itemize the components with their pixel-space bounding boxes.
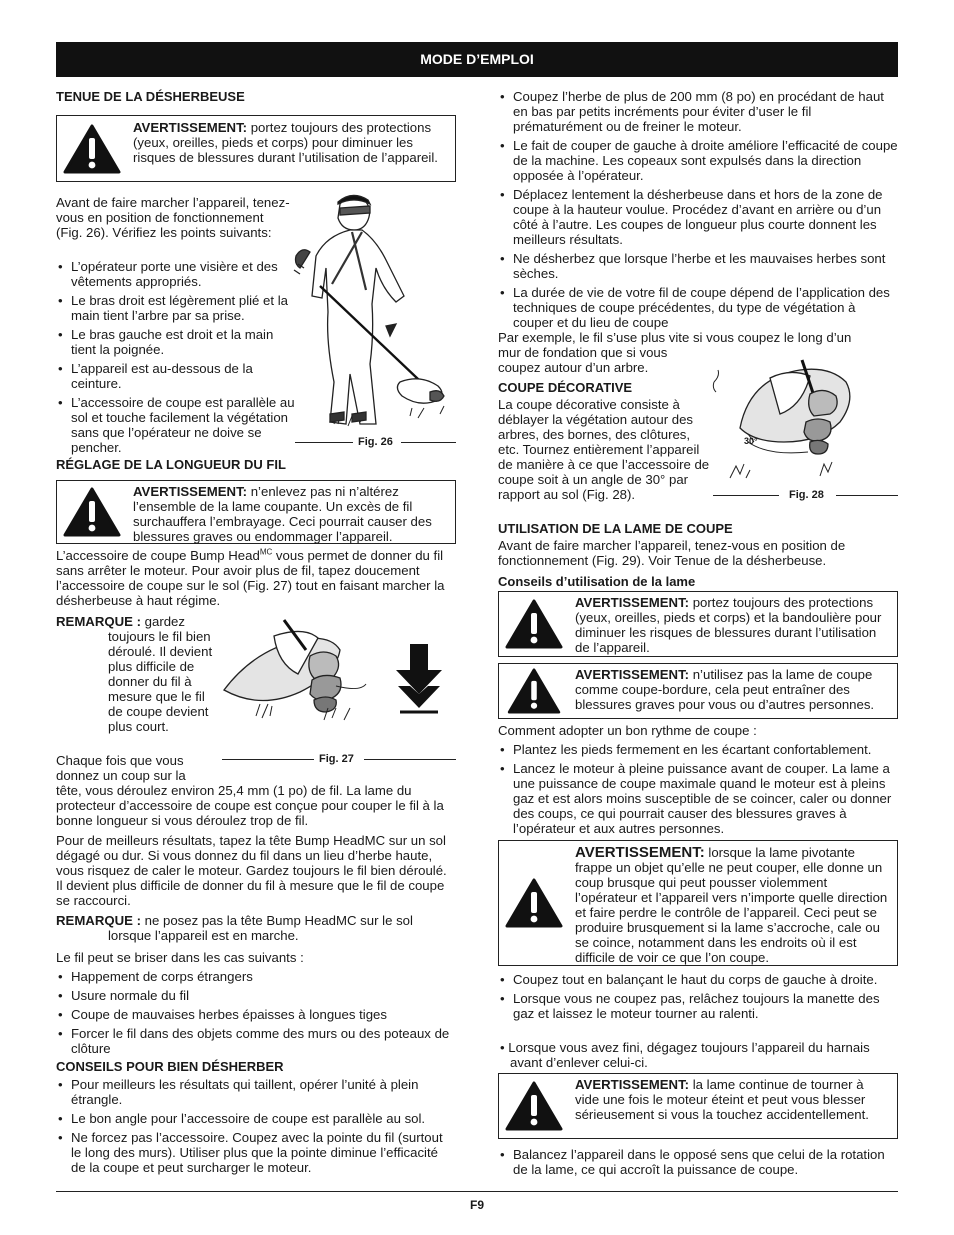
chaque-text-2: tête, vous déroulez environ 25,4 mm (1 po) de fil. La lame du protecteur d’accessoire de coupe est conçue pour couper le fil à la bonne longueur si vous déroulez trop de fil. bbox=[56, 783, 444, 828]
heading-lame: UTILISATION DE LA LAME DE COUPE bbox=[498, 521, 733, 536]
warning-triangle-icon bbox=[499, 1074, 569, 1138]
list-item: • Coupez tout en balançant le haut du corps de gauche à droite. bbox=[498, 972, 898, 987]
remarque-2 bbox=[56, 913, 456, 928]
list-item: • Le bras droit est légèrement plié et la main tient l’arbre par sa prise. bbox=[56, 293, 296, 323]
remarque-text: ne posez pas la tête Bump HeadMC sur le sol bbox=[141, 913, 413, 928]
bump-sup: MC bbox=[259, 547, 273, 557]
warning-text: lorsque la lame pivotante frappe un objet qu’elle ne peut couper, elle donne un coup brusque qui peut pousser violemment l’opérateur et l’appareil vers n’importe quelle direction et faire perdre le contrôle de l’appareil. Ceci peut se produire brusquement si la lame s’accroche, cale ou se coince, notamment dans les endroits où il est difficile de voir ce que l’on coupe. bbox=[575, 845, 888, 965]
heading-deco: COUPE DÉCORATIVE bbox=[498, 380, 633, 395]
header-title: MODE D’EMPLOI bbox=[420, 51, 534, 67]
warning-text: portez toujours des protections (yeux, oreilles, pieds et corps) pour diminuer les risques de blessures durant l’utilisation de l’appareil. bbox=[133, 120, 438, 165]
list-item: • La durée de vie de votre fil de coupe dépend de l’application des techniques de coupe précédentes, du type de végétation à couper et du lieu de coupe bbox=[498, 285, 898, 330]
fig26-caption: Fig. 26 bbox=[358, 436, 393, 448]
checklist bbox=[56, 259, 296, 459]
last-list bbox=[498, 1147, 898, 1181]
list-item: • Usure normale du fil bbox=[56, 988, 456, 1003]
warning-label: AVERTISSEMENT: bbox=[575, 595, 690, 610]
heading-conseils-lame: Conseils d’utilisation de la lame bbox=[498, 574, 696, 589]
list-item: • Le bras gauche est droit et la main tient la poignée. bbox=[56, 327, 296, 357]
deco-text: La coupe décorative consiste à déblayer la végétation autour des arbres, des bornes, des clôtures, etc. Tournez entièrement l’appareil de manière à ce que l’accessoire de coupe soit à un angle de 30° par rapport au sol (Fig. 28). bbox=[498, 397, 710, 502]
remarque-label: REMARQUE : bbox=[56, 913, 141, 928]
remarque-1-head bbox=[56, 614, 185, 629]
intro-text: Avant de faire marcher l’appareil, tenez-vous en position de fonctionnement (Fig. 26). Vérifiez les points suivants: bbox=[56, 195, 290, 240]
warning-box-3 bbox=[498, 591, 898, 657]
page-number: F9 bbox=[469, 1198, 484, 1212]
harnais-text: Lorsque vous avez fini, dégagez toujours l’appareil du harnais avant d’enlever celui-ci. bbox=[508, 1040, 870, 1070]
list-item: • Ne forcez pas l’accessoire. Coupez avec la pointe du fil (surtout le long des murs). Utiliser plus que la pointe diminue l’efficacité de la coupe et peut surcharger le moteur. bbox=[56, 1130, 456, 1175]
list-item: • Balancez l’appareil dans le opposé sens que celui de la rotation de la lame, ce qui accroît la puissance de coupe. bbox=[498, 1147, 898, 1177]
warning-label: AVERTISSEMENT: bbox=[575, 844, 705, 861]
briser-text: Le fil peut se briser dans les cas suivants : bbox=[56, 950, 304, 965]
list-item: • L’opérateur porte une visière et des vêtements appropriés. bbox=[56, 259, 296, 289]
remarque-2-body: lorsque l’appareil est en marche. bbox=[108, 928, 299, 943]
remarque-1-body: toujours le fil bien déroulé. Il devient plus difficile de donner du fil à mesure que le fil de coupe devient plus court. bbox=[108, 629, 213, 734]
fig28-caption: Fig. 28 bbox=[789, 489, 824, 501]
conseils-list bbox=[56, 1077, 456, 1179]
remarque-label: REMARQUE : bbox=[56, 614, 141, 629]
list-item: • Coupez l’herbe de plus de 200 mm (8 po) en procédant de haut en bas par petits incréments pour éviter d’user le fil prématurément ou de freiner le moteur. bbox=[498, 89, 898, 134]
warning-text: n’enlevez pas ni n’altérez l’ensemble de la lame coupante. Un excès de fil surchauffera l’embrayage. Ceci pourrait causer des blessures graves ou endommager l’appareil. bbox=[133, 484, 432, 544]
warning-label: AVERTISSEMENT: bbox=[133, 484, 248, 499]
list-item: • Plantez les pieds fermement en les écartant confortablement. bbox=[498, 742, 898, 757]
bullet-glyph: • bbox=[500, 1040, 509, 1055]
fig28-illustration bbox=[710, 358, 898, 482]
list-item: • Le bon angle pour l’accessoire de coupe est parallèle au sol. bbox=[56, 1111, 456, 1126]
break-list bbox=[56, 969, 456, 1060]
warning-box-4 bbox=[498, 663, 898, 719]
rythme-text: Comment adopter un bon rythme de coupe : bbox=[498, 723, 757, 738]
warning-triangle-icon bbox=[499, 841, 569, 965]
angle-label: 30° bbox=[744, 436, 758, 446]
lame-intro: Avant de faire marcher l’appareil, tenez-vous en position de fonctionnement (Fig. 29). Voir Tenue de la désherbeuse. bbox=[498, 538, 846, 568]
fig27-caption: Fig. 27 bbox=[319, 753, 354, 765]
cutting-tips-list bbox=[498, 89, 898, 334]
chaque-text: Chaque fois que vous donnez un coup sur la bbox=[56, 753, 186, 783]
warning-triangle-icon bbox=[499, 664, 569, 718]
list-item: • Coupe de mauvaises herbes épaisses à longues tiges bbox=[56, 1007, 456, 1022]
heading-tenue: TENUE DE LA DÉSHERBEUSE bbox=[56, 89, 245, 104]
warning-label: AVERTISSEMENT: bbox=[575, 1077, 690, 1092]
warning-label: AVERTISSEMENT: bbox=[575, 667, 690, 682]
rythme-list bbox=[498, 742, 898, 840]
warning-box-5 bbox=[498, 840, 898, 966]
list-item: • Happement de corps étrangers bbox=[56, 969, 456, 984]
list-item: • Lancez le moteur à pleine puissance avant de couper. La lame a une puissance de coupe maximale quand le moteur est à pleins gaz et est alors moins susceptible de se coincer, caler ou donner des coups, ce qui pourrait causer des blessures graves à l’opérateur et aux autres personnes. bbox=[498, 761, 898, 836]
list-item: • Ne désherbez que lorsque l’herbe et les mauvaises herbes sont sèches. bbox=[498, 251, 898, 281]
heading-reglage: RÉGLAGE DE LA LONGUEUR DU FIL bbox=[56, 457, 286, 472]
bump-text: L’accessoire de coupe Bump Head bbox=[56, 548, 260, 563]
warning-triangle-icon bbox=[57, 481, 127, 543]
heading-conseils: CONSEILS POUR BIEN DÉSHERBER bbox=[56, 1059, 284, 1074]
fig27-illustration bbox=[214, 616, 456, 746]
list-item: • Lorsque vous ne coupez pas, relâchez toujours la manette des gaz et laissez le moteur tourner au ralenti. bbox=[498, 991, 898, 1021]
harnais-bullet bbox=[498, 1040, 898, 1070]
footer-rule bbox=[56, 1191, 898, 1192]
list-item: • Le fait de couper de gauche à droite améliore l’efficacité de coupe de la machine. Les copeaux sont expulsés dans la direction opposée à l’opérateur. bbox=[498, 138, 898, 183]
list-item: • Déplacez lentement la désherbeuse dans et hors de la zone de coupe à la hauteur voulue. Procédez d’avant en arrière ou d’un côté à l’autre. Les coupes de longueur plus courte donnent les meilleurs résultats. bbox=[498, 187, 898, 247]
list-item: • Forcer le fil dans des objets comme des murs ou des poteaux de clôture bbox=[56, 1026, 456, 1056]
warning-box-1 bbox=[56, 115, 456, 182]
fig26-illustration bbox=[290, 186, 456, 436]
warning-label: AVERTISSEMENT: bbox=[133, 120, 248, 135]
list-item: • L’appareil est au-dessous de la ceinture. bbox=[56, 361, 296, 391]
list-item: • L’accessoire de coupe est parallèle au sol et touche facilement la végétation sans que l’opérateur ne doive se pencher. bbox=[56, 395, 296, 455]
warning-box-6 bbox=[498, 1073, 898, 1139]
pour-paragraph: Pour de meilleurs résultats, tapez la tête Bump HeadMC sur un sol dégagé ou dur. Si vous donnez du fil dans un lieu d’herbe haute, vous risquez de caler le moteur. Gardez toujours le fil bien déroulé. Il devient plus difficile de donner du fil à mesure que le fil de coupe se raccourci. bbox=[56, 833, 447, 908]
warning-triangle-icon bbox=[499, 592, 569, 656]
warning-triangle-icon bbox=[57, 116, 127, 181]
bump-text-2: vous permet de donner du fil sans arrêter le moteur. Pour avoir plus de fil, tapez doucement l’accessoire de coupe sur le sol (Fig. 27) tout en faisant marcher la désherbeuse à haut régime. bbox=[56, 548, 445, 608]
bump-paragraph bbox=[56, 548, 456, 608]
warning-box-2 bbox=[56, 480, 456, 544]
warning-text: portez toujours des protections (yeux, oreilles, pieds et corps) et la bandoulière pour diminuer les risques de blessures durant l’utilisation de l’appareil. bbox=[575, 595, 882, 655]
warning-text: la lame continue de tourner à vide une fois le moteur éteint et peut vous blesser sérieusement si vous la touchez accidentellement. bbox=[575, 1077, 869, 1122]
page-header bbox=[56, 42, 898, 77]
balance-list bbox=[498, 972, 898, 1025]
list-item: • Pour meilleurs les résultats qui taillent, opérer l’unité à plein étrangle. bbox=[56, 1077, 456, 1107]
exemple-text-2: mur de fondation que si vous coupez autour d’un arbre. bbox=[498, 345, 668, 375]
remarque-text: gardez bbox=[141, 614, 185, 629]
exemple-text: Par exemple, le fil s’use plus vite si vous coupez le long d’un bbox=[498, 330, 852, 345]
warning-text: n’utilisez pas la lame de coupe comme coupe-bordure, cela peut entraîner des blessures graves pour vous ou d’autres personnes. bbox=[575, 667, 875, 712]
